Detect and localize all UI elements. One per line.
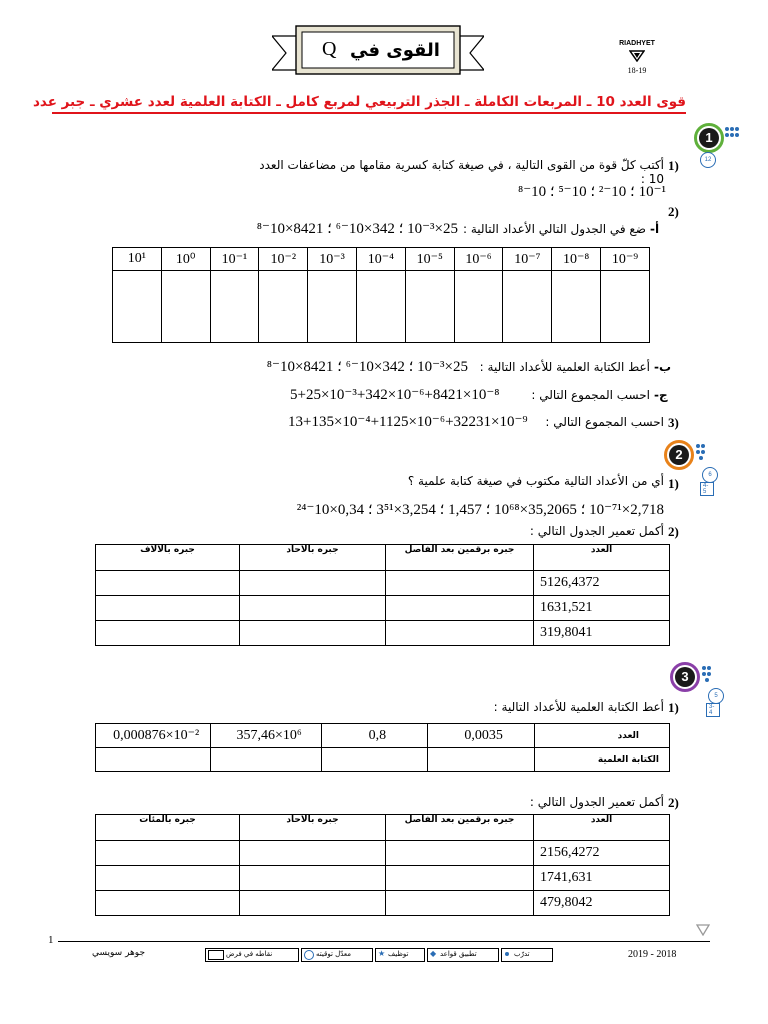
col-header-rounding-thousands: جبره بالآلاف	[96, 545, 240, 571]
s1-q1-expression: 10⁻¹ ؛ 10⁻² ؛ 10⁻⁵ ؛ 10⁻⁸	[518, 184, 666, 200]
powers-cell[interactable]	[405, 271, 454, 343]
s1-q1-number: 1)	[668, 158, 679, 173]
powers-col-header: 10⁻⁵	[405, 248, 454, 271]
s2-q1-number: 1)	[668, 476, 679, 491]
answer-cell[interactable]	[386, 621, 534, 646]
answer-cell[interactable]	[96, 571, 240, 596]
s1-q2a-label: أ-	[650, 222, 660, 236]
answer-cell[interactable]	[96, 596, 240, 621]
row-label-scientific: الكتابة العلمية	[534, 748, 669, 772]
number-cell: 0,000876×10⁻²	[96, 724, 211, 748]
rounding-table-1	[95, 544, 670, 646]
powers-col-header: 10⁻³	[308, 248, 357, 271]
side-number-circle: 5	[708, 688, 724, 704]
number-cell: 5126,4372	[534, 571, 670, 596]
powers-cell[interactable]	[210, 271, 259, 343]
side-small-label: 3-4	[706, 703, 720, 717]
s1-q2b-label: ب-	[654, 360, 672, 374]
answer-cell[interactable]	[386, 866, 534, 891]
answer-cell[interactable]	[96, 891, 240, 916]
powers-cell[interactable]	[259, 271, 308, 343]
col-header-number: العدد	[534, 545, 670, 571]
answer-cell[interactable]	[386, 841, 534, 866]
main-title: قوى العدد 10 ـ المربعات الكاملة ـ الجذر التربيعي لمربع كامل ـ الكتابة العلمية لعدد عشري ـ جبر عدد	[52, 94, 686, 114]
number-cell: 0,0035	[427, 724, 534, 748]
powers-col-header: 10⁻⁹	[601, 248, 650, 271]
s1-q2a-expression: 25×10⁻³ ؛ 342×10⁻⁶ ؛ 8421×10⁻⁸	[256, 221, 458, 237]
powers-cell[interactable]	[308, 271, 357, 343]
legend-item: نقاطه في فرض	[205, 948, 299, 962]
answer-cell[interactable]	[322, 748, 428, 772]
powers-col-header: 10⁻²	[259, 248, 308, 271]
banner	[272, 22, 484, 84]
footer-rule	[58, 941, 710, 942]
answer-cell[interactable]	[386, 596, 534, 621]
answer-cell[interactable]	[427, 748, 534, 772]
answer-cell[interactable]	[211, 748, 322, 772]
answer-cell[interactable]	[96, 841, 240, 866]
s1-q3-text: احسب المجموع التالي :	[545, 415, 664, 429]
logo	[612, 40, 662, 80]
powers-col-header: 10⁻⁶	[454, 248, 503, 271]
answer-cell[interactable]	[240, 891, 386, 916]
s2-q2-text: أكمل تعمير الجدول التالي :	[529, 524, 664, 538]
s1-q2a-text: ضع في الجدول التالي الأعداد التالية :	[462, 222, 646, 236]
footer-diamond-icon	[696, 924, 710, 936]
section1-icon	[694, 123, 728, 167]
answer-cell[interactable]	[96, 866, 240, 891]
powers-col-header: 10¹	[113, 248, 162, 271]
side-number-circle: 6	[702, 467, 718, 483]
legend-item: تدرّب	[501, 948, 553, 962]
legend-item: معدّل توقيته	[301, 948, 373, 962]
banner-title: القوى في	[350, 40, 440, 61]
number-cell: 319,8041	[534, 621, 670, 646]
powers-col-header: 10⁻⁸	[552, 248, 601, 271]
col-header-rounding-units: جبره بالآحاد	[240, 815, 386, 841]
s2-q2-number: 2)	[668, 524, 679, 539]
answer-cell[interactable]	[240, 866, 386, 891]
s1-q2c-label: ج-	[654, 388, 668, 402]
answer-cell[interactable]	[240, 841, 386, 866]
s2-q1-text: أي من الأعداد التالية مكتوب في صيغة كتابة علمية ؟	[407, 474, 664, 488]
answer-cell[interactable]	[386, 891, 534, 916]
answer-cell[interactable]	[96, 748, 211, 772]
section-number-badge: 1	[699, 128, 719, 148]
col-header-rounding-two-decimals: جبره برقمين بعد الفاصل	[386, 815, 534, 841]
powers-col-header: 10⁻¹	[210, 248, 259, 271]
col-header-number: العدد	[534, 815, 670, 841]
page-number: 1	[48, 934, 54, 946]
number-cell: 1741,631	[534, 866, 670, 891]
answer-cell[interactable]	[240, 571, 386, 596]
section-number-badge: 2	[669, 445, 689, 465]
footer-legend	[205, 948, 551, 962]
s1-q2c-expression: 5+25×10⁻³+342×10⁻⁶+8421×10⁻⁸	[290, 387, 500, 403]
powers-col-header: 10⁻⁷	[503, 248, 552, 271]
answer-cell[interactable]	[386, 571, 534, 596]
powers-cell[interactable]	[161, 271, 210, 343]
powers-col-header: 10⁻⁴	[356, 248, 405, 271]
logo-year: 18-19	[627, 66, 647, 75]
side-number-circle: 12	[700, 152, 716, 168]
col-header-rounding-units: جبره بالآحاد	[240, 545, 386, 571]
powers-col-header: 10⁰	[161, 248, 210, 271]
footer-author: جوهر سويسي	[92, 948, 146, 958]
s3-q1-number: 1)	[668, 700, 679, 715]
s1-q2b-text: أعط الكتابة العلمية للأعداد التالية :	[479, 360, 650, 374]
powers-cell[interactable]	[356, 271, 405, 343]
powers-table	[112, 247, 650, 343]
col-header-rounding-two-decimals: جبره برقمين بعد الفاصل	[386, 545, 534, 571]
s1-q1-text: أكتب كلّ قوة من القوى التالية ، في صيغة كتابة كسرية مقامها من مضاعفات العدد 10 :	[259, 158, 664, 186]
answer-cell[interactable]	[240, 621, 386, 646]
rounding-table-2	[95, 814, 670, 916]
powers-cell[interactable]	[113, 271, 162, 343]
number-cell: 0,8	[322, 724, 428, 748]
s1-q3-number: 3)	[668, 415, 679, 430]
number-cell: 1631,521	[534, 596, 670, 621]
powers-cell[interactable]	[552, 271, 601, 343]
legend-item: ★ توظيف	[375, 948, 425, 962]
answer-cell[interactable]	[96, 621, 240, 646]
s2-q1-expression: 2,718×10⁻⁷¹ ؛ 35,2065×10⁶⁸ ؛ 1,457 ؛ 3,254×3⁵¹ ؛ 0,34×10⁻²⁴	[296, 502, 664, 518]
s3-q1-text: أعط الكتابة العلمية للأعداد التالية :	[493, 700, 664, 714]
powers-cell[interactable]	[503, 271, 552, 343]
s1-q2-number: 2)	[668, 204, 679, 219]
number-cell: 479,8042	[534, 891, 670, 916]
col-header-rounding-hundreds: جبره بالمئات	[96, 815, 240, 841]
powers-cell[interactable]	[601, 271, 650, 343]
powers-cell[interactable]	[454, 271, 503, 343]
scientific-notation-table	[95, 723, 670, 772]
s3-q2-number: 2)	[668, 795, 679, 810]
s1-q3-expression: 13+135×10⁻⁴+1125×10⁻⁶+32231×10⁻⁹	[288, 414, 528, 430]
s1-q2c-text: احسب المجموع التالي :	[531, 388, 650, 402]
row-label-number: العدد	[534, 724, 669, 748]
diamond-icon	[629, 50, 645, 62]
footer-year: 2019 - 2018	[628, 949, 677, 960]
s3-q2-text: أكمل تعمير الجدول التالي :	[529, 795, 664, 809]
banner-symbol: Q	[322, 38, 337, 60]
answer-cell[interactable]	[240, 596, 386, 621]
number-cell: 357,46×10⁶	[211, 724, 322, 748]
section-number-badge: 3	[675, 667, 695, 687]
number-cell: 2156,4272	[534, 841, 670, 866]
legend-item: ◆ تطبيق قواعد	[427, 948, 499, 962]
s1-q2b-expression: 25×10⁻³ ؛ 342×10⁻⁶ ؛ 8421×10⁻⁸	[266, 359, 468, 375]
logo-text: RIADHYET	[619, 40, 655, 47]
side-small-label: 4-5	[700, 482, 714, 496]
